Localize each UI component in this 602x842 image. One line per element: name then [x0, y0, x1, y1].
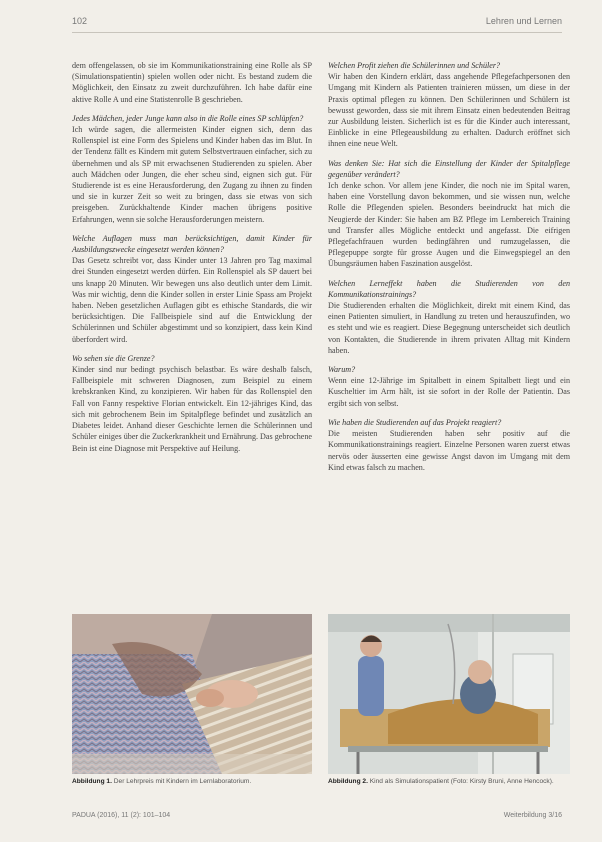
figure-1-text: Der Lehrpreis mit Kindern im Lernlaboratorium. [113, 778, 252, 785]
footer-issue: Weiterbildung 3/16 [503, 812, 562, 819]
page-number: 102 [72, 16, 88, 26]
page-footer [72, 812, 562, 824]
photo-bed-blanket-image [72, 614, 312, 774]
question-heading: Welchen Profit ziehen die Schülerinnen und Schüler? [328, 61, 501, 70]
figure-2-label: Abbildung 2. [328, 778, 368, 785]
answer-paragraph: Die Studierenden erhalten die Möglichkeit, direkt mit einem Kind, das einen Patienten simuliert, in Handlung zu treten und herauszufinden, wo es steht und wie es reagiert. Diese Begegnung unterscheidet sich deutlich von Kontakten, die Studierende in ihrem privaten Alltag mit Kindern haben. [328, 301, 570, 355]
figure-1-label: Abbildung 1. [72, 778, 112, 785]
photo-hospital-bed-image [328, 614, 570, 774]
figure-1-caption [72, 778, 312, 785]
question-heading: Wo sehen sie die Grenze? [72, 353, 155, 363]
question-heading: Welchen Lerneffekt haben die Studierenden von den Kommunikationstrainings? [328, 278, 570, 299]
question-heading: Jedes Mädchen, jeder Junge kann also in die Rolle eines SP schlüpfen? [72, 113, 304, 123]
left-column [72, 60, 312, 454]
answer-paragraph: Die meisten Studierenden haben sehr positiv auf die Kommunikationstrainings reagiert. Einzelne Personen waren zuerst etwas nervös oder äusserten eine gewisse Angst davon im Umgang mit dem Kind etwas falsch zu machen. [328, 429, 570, 472]
question-heading: Welche Auflagen muss man berücksichtigen, damit Kinder für Ausbildungszwecke eingesetzt werden können? [72, 233, 312, 255]
footer-citation: PADUA (2016), 11 (2): 101–104 [72, 812, 171, 819]
answer-paragraph: Kinder sind nur bedingt psychisch belastbar. Es wäre deshalb falsch, Fallbeispiele mit schweren Diagnosen, zum Beispiel zu einem krebskranken Kind, zu konzipieren. Wir haben für das Rollenspiel den Fall von Fanny respektive Florian entwickelt. Ein 12-jähriges Kind, das sich mit gebrochenem Bein im Spitalpflege befindet und zusätzlich an Diabetes leidet. Anhand dieser Geschichte lernen die Schülerinnen und Schüler einiges über die Zuckerkrankheit und Ernährung. Das gebrochene Bein ist eine Diagnose mit Perspektive auf Heilung. [72, 365, 312, 453]
header-rule [72, 32, 562, 33]
figure-1-photo [72, 614, 312, 774]
answer-paragraph: Wenn eine 12-Jährige im Spitalbett in einem Spitalbett liegt und ein Kuscheltier im Arm hält, ist sie sofort in der Rolle der Patientin. Das ergibt sich von selbst. [328, 376, 570, 408]
question-heading: Wie haben die Studierenden auf das Projekt reagiert? [328, 417, 502, 427]
right-column [328, 60, 570, 473]
figure-2-photo [328, 614, 570, 774]
figure-2-caption [328, 778, 570, 785]
question-heading: Warum? [328, 365, 356, 375]
answer-paragraph: Ich denke schon. Vor allem jene Kinder, die noch nie im Spital waren, haben eine Vorstellung davon bekommen, und sie wissen nun, welche Rolle die Pflegenden spielen. Besonders beeindruckt hat mich die Neugierde der Kinder: Sie haben am BZ Pflege im Lernbereich Training und Transfer alles Mögliche entdeckt und angefasst. Die eifrigen Pflegefachfrauen wurden bedingfähren und rumzugelassen, die Pflegepuppe sorgte für grosse Augen und die Einwegspiegel an den Übungsräumen haben Faszination ausgelöst. [328, 181, 570, 269]
answer-paragraph: Das Gesetz schreibt vor, dass Kinder unter 13 Jahren pro Tag maximal drei Stunden eingesetzt werden dürfen. Ein Rollenspiel als SP dauert bei uns knapp 20 Minuten. Wir bewegen uns also deutlich unter dem Limit. Was mir wichtig, denn die Kinder sollen in erster Linie Spass am Projekt haben. Neben gesetzlichen Auflagen gibt es ethische Standards, die wir berücksichtigen. Die Fallbeispiele sind auf die Entwicklung der Schülerinnen und Schüler abgestimmt und so konzipiert, dass kein Kind überfordert wird. [72, 256, 312, 344]
question-heading: Was denken Sie: Hat sich die Einstellung der Kinder der Spitalpflege gegenüber verändert? [328, 158, 570, 179]
page-header [0, 14, 602, 34]
answer-paragraph: dem offengelassen, ob sie im Kommunikationstraining eine Rolle als SP (Simulationspatientin) spielen wollen oder nicht. Es bestand zudem die Möglichkeit, den Einsatz zu zweit durchzuführen. Ich habe dafür eine aktive Rolle A und eine Statistenrolle B geschrieben. [72, 61, 312, 104]
section-title: Lehren und Lernen [485, 16, 562, 26]
figure-2-text: Kind als Simulationspatient (Foto: Kirsty Bruni, Anne Hencock). [369, 778, 554, 785]
answer-paragraph: Wir haben den Kindern erklärt, dass angehende Pflegefachpersonen den Umgang mit Kindern als Patienten trainieren müssen, um diese in der Praxis optimal pflegen zu können. Den Schülerinnen und Schülern ist bewusst geworden, dass sie mit ihrem Einsatz einen bedeutenden Beitrag zur Ausbildung leisten. Sicherlich ist es für die Kinder auch interessant, Einblicke in eine Pflegeausbildung zu erhalten. Dadurch eröffnet sich ihnen eine neue Welt. [328, 72, 570, 149]
answer-paragraph: Ich würde sagen, die allermeisten Kinder eignen sich, denn das Rollenspiel ist eine Form des Spielens und Kinder haben das im Blut. In der Tendenz fällt es Kindern mit gutem Selbstvertrauen einfacher, sich zu übernehmen und als SP mit erwachsenen Studierenden zu spielen. Aber auch Mädchen oder Jungen, die eher scheu sind, eignen sich gut. Für Studierende ist es eine Herausforderung, den Zugang zu ihnen zu finden und sie in kurzer Zeit so weit zu bringen, dass sie etwas von sich preisgeben. Zurückhaltende Kinder machen übrigens positive Erfahrungen, wenn sie solche Herausforderungen meistern. [72, 125, 312, 224]
